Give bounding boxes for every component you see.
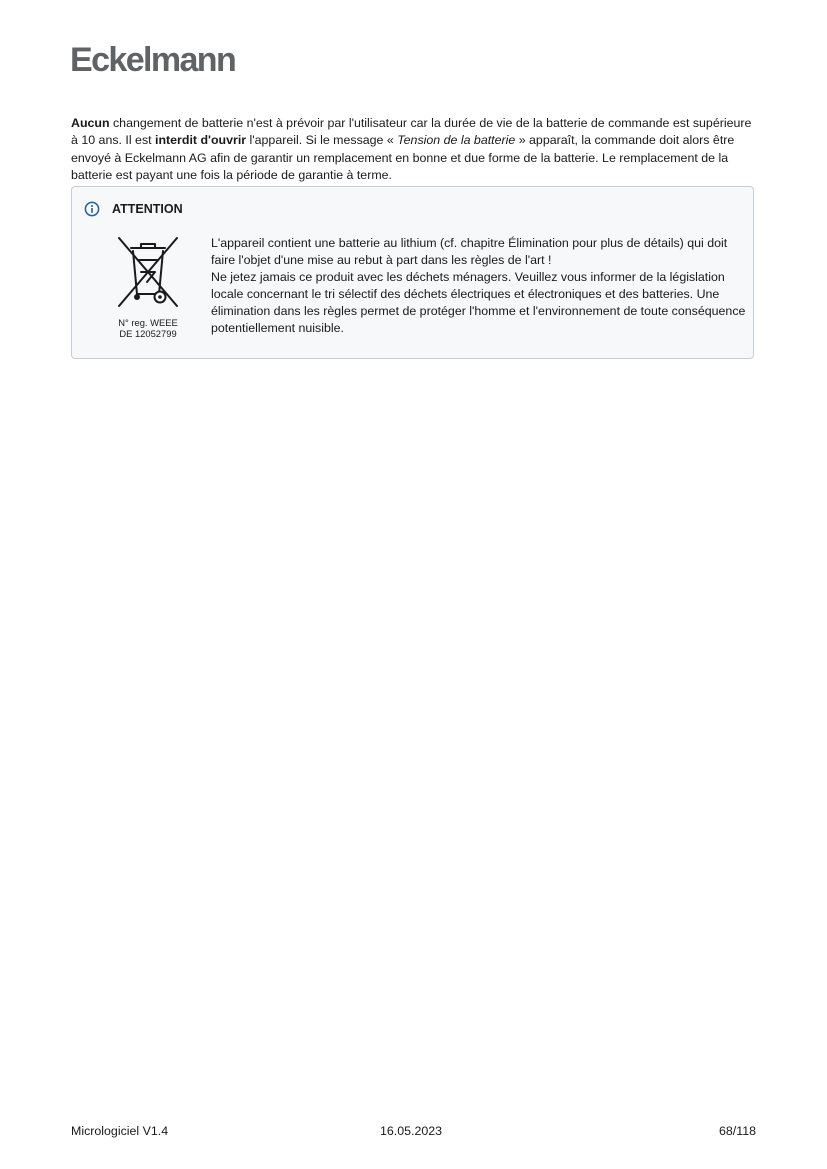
weee-caption-line1: N° reg. WEEE — [118, 317, 178, 328]
intro-bold-interdit: interdit d'ouvrir — [155, 133, 247, 148]
attention-panel — [71, 186, 754, 359]
footer-date: 16.05.2023 — [380, 1124, 443, 1138]
crossed-out-wheelie-bin-icon — [113, 232, 183, 310]
brand-logo: Eckelmann — [70, 41, 236, 79]
weee-caption-line2: DE 12052799 — [119, 328, 177, 339]
attention-body — [211, 235, 751, 337]
weee-block — [112, 232, 184, 339]
intro-text-2: l'appareil. Si le message « — [246, 133, 398, 148]
attention-paragraph-2: Ne jetez jamais ce produit avec les déchets ménagers. Veuillez vous informer de la législation locale concernant le tri sélectif des déchets électriques et électroniques et des batteries. Une élimination dans les règles permet de protéger l'homme et l'environnement de toute conséquence potentiellement nuisible. — [211, 270, 746, 335]
footer-document-name: Micrologiciel V1.4 — [71, 1124, 169, 1138]
attention-title: ATTENTION — [112, 202, 183, 216]
intro-bold-aucun: Aucun — [71, 116, 110, 130]
intro-italic-message: Tension de la batterie — [397, 133, 516, 148]
attention-header — [84, 200, 183, 218]
weee-registration-caption — [112, 317, 184, 339]
attention-paragraph-1: L'appareil contient une batterie au lithium (cf. chapitre Élimination pour plus de détails) qui doit faire l'objet d'une mise au rebut à part dans les règles de l'art ! — [211, 236, 728, 267]
footer-page-number: 68/118 — [719, 1124, 756, 1138]
info-icon — [84, 201, 100, 217]
intro-text-3: » apparaît, la commande doit alors être envoyé à Eckelmann AG afin de garantir un remplacement en bonne et due forme de la batterie. Le remplacement de la batterie est payant une fois la période de garantie à terme. — [71, 133, 735, 182]
battery-intro-paragraph — [71, 115, 761, 184]
intro-text-1: changement de batterie n'est à prévoir par l'utilisateur car la durée de vie de la batterie de commande est supérieure à 10 ans. Il est — [71, 116, 752, 148]
